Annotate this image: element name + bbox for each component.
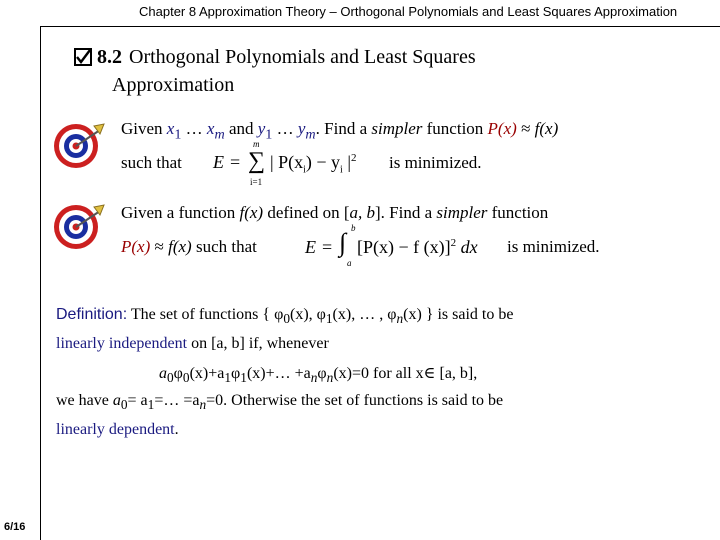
- item1-formula: E = m ∑ i=1 | $P(x_i) - y_i$ $|^2$: [213, 139, 357, 187]
- left-rule: [40, 26, 41, 540]
- target-icon: [52, 199, 108, 255]
- top-rule: [40, 26, 720, 27]
- page-number: 6/16: [4, 521, 26, 533]
- target-icon: [52, 118, 108, 174]
- item1-line1: Given $x_1$ … $x_m$ and $y_1$ … $y_m$. Find a simpler function P(x) ≈ f(x): [121, 119, 559, 143]
- definition-line3: $a_0\varphi_0(x)+a_1\varphi_1(x)+\dots +a_n\varphi_n(x)=0$ for all x∈ [a, b],: [159, 365, 478, 386]
- item1-line2-label: such that: [121, 153, 182, 172]
- definition-line2: linearly independent on [a, b] if, whenever: [56, 335, 329, 352]
- definition-label: Definition:: [56, 306, 128, 323]
- checkbox-icon: [74, 48, 92, 66]
- definition-line5: linearly dependent.: [56, 421, 179, 438]
- item2-line1: Given a function f(x) defined on [a, b]. Find a simpler function: [121, 203, 549, 222]
- definition-line1: Definition: The set of functions { $\varphi_0(x)$, $\varphi_1(x)$, … , $\varphi_n(x)$ } is said to be: [56, 306, 514, 327]
- item2-line2: P(x) ≈ f(x) such that: [121, 237, 257, 256]
- section-number: 8.2: [97, 46, 122, 68]
- item2-formula: E = ∫ b a [P(x) − f (x)]$^2$ dx: [305, 223, 478, 268]
- definition-line4: we have $a_0=$ $a_1=\dots =a_n=0$. Otherwise the set of functions is said to be: [56, 392, 504, 413]
- item2-minimized: is minimized.: [507, 237, 600, 256]
- header-chapter: Chapter 8 Approximation Theory – Orthogonal Polynomials and Least Squares Approximation: [139, 4, 678, 19]
- title-line2: Approximation: [112, 74, 235, 96]
- title-line1: Orthogonal Polynomials and Least Squares: [129, 46, 476, 68]
- item1-minimized: is minimized.: [389, 153, 482, 172]
